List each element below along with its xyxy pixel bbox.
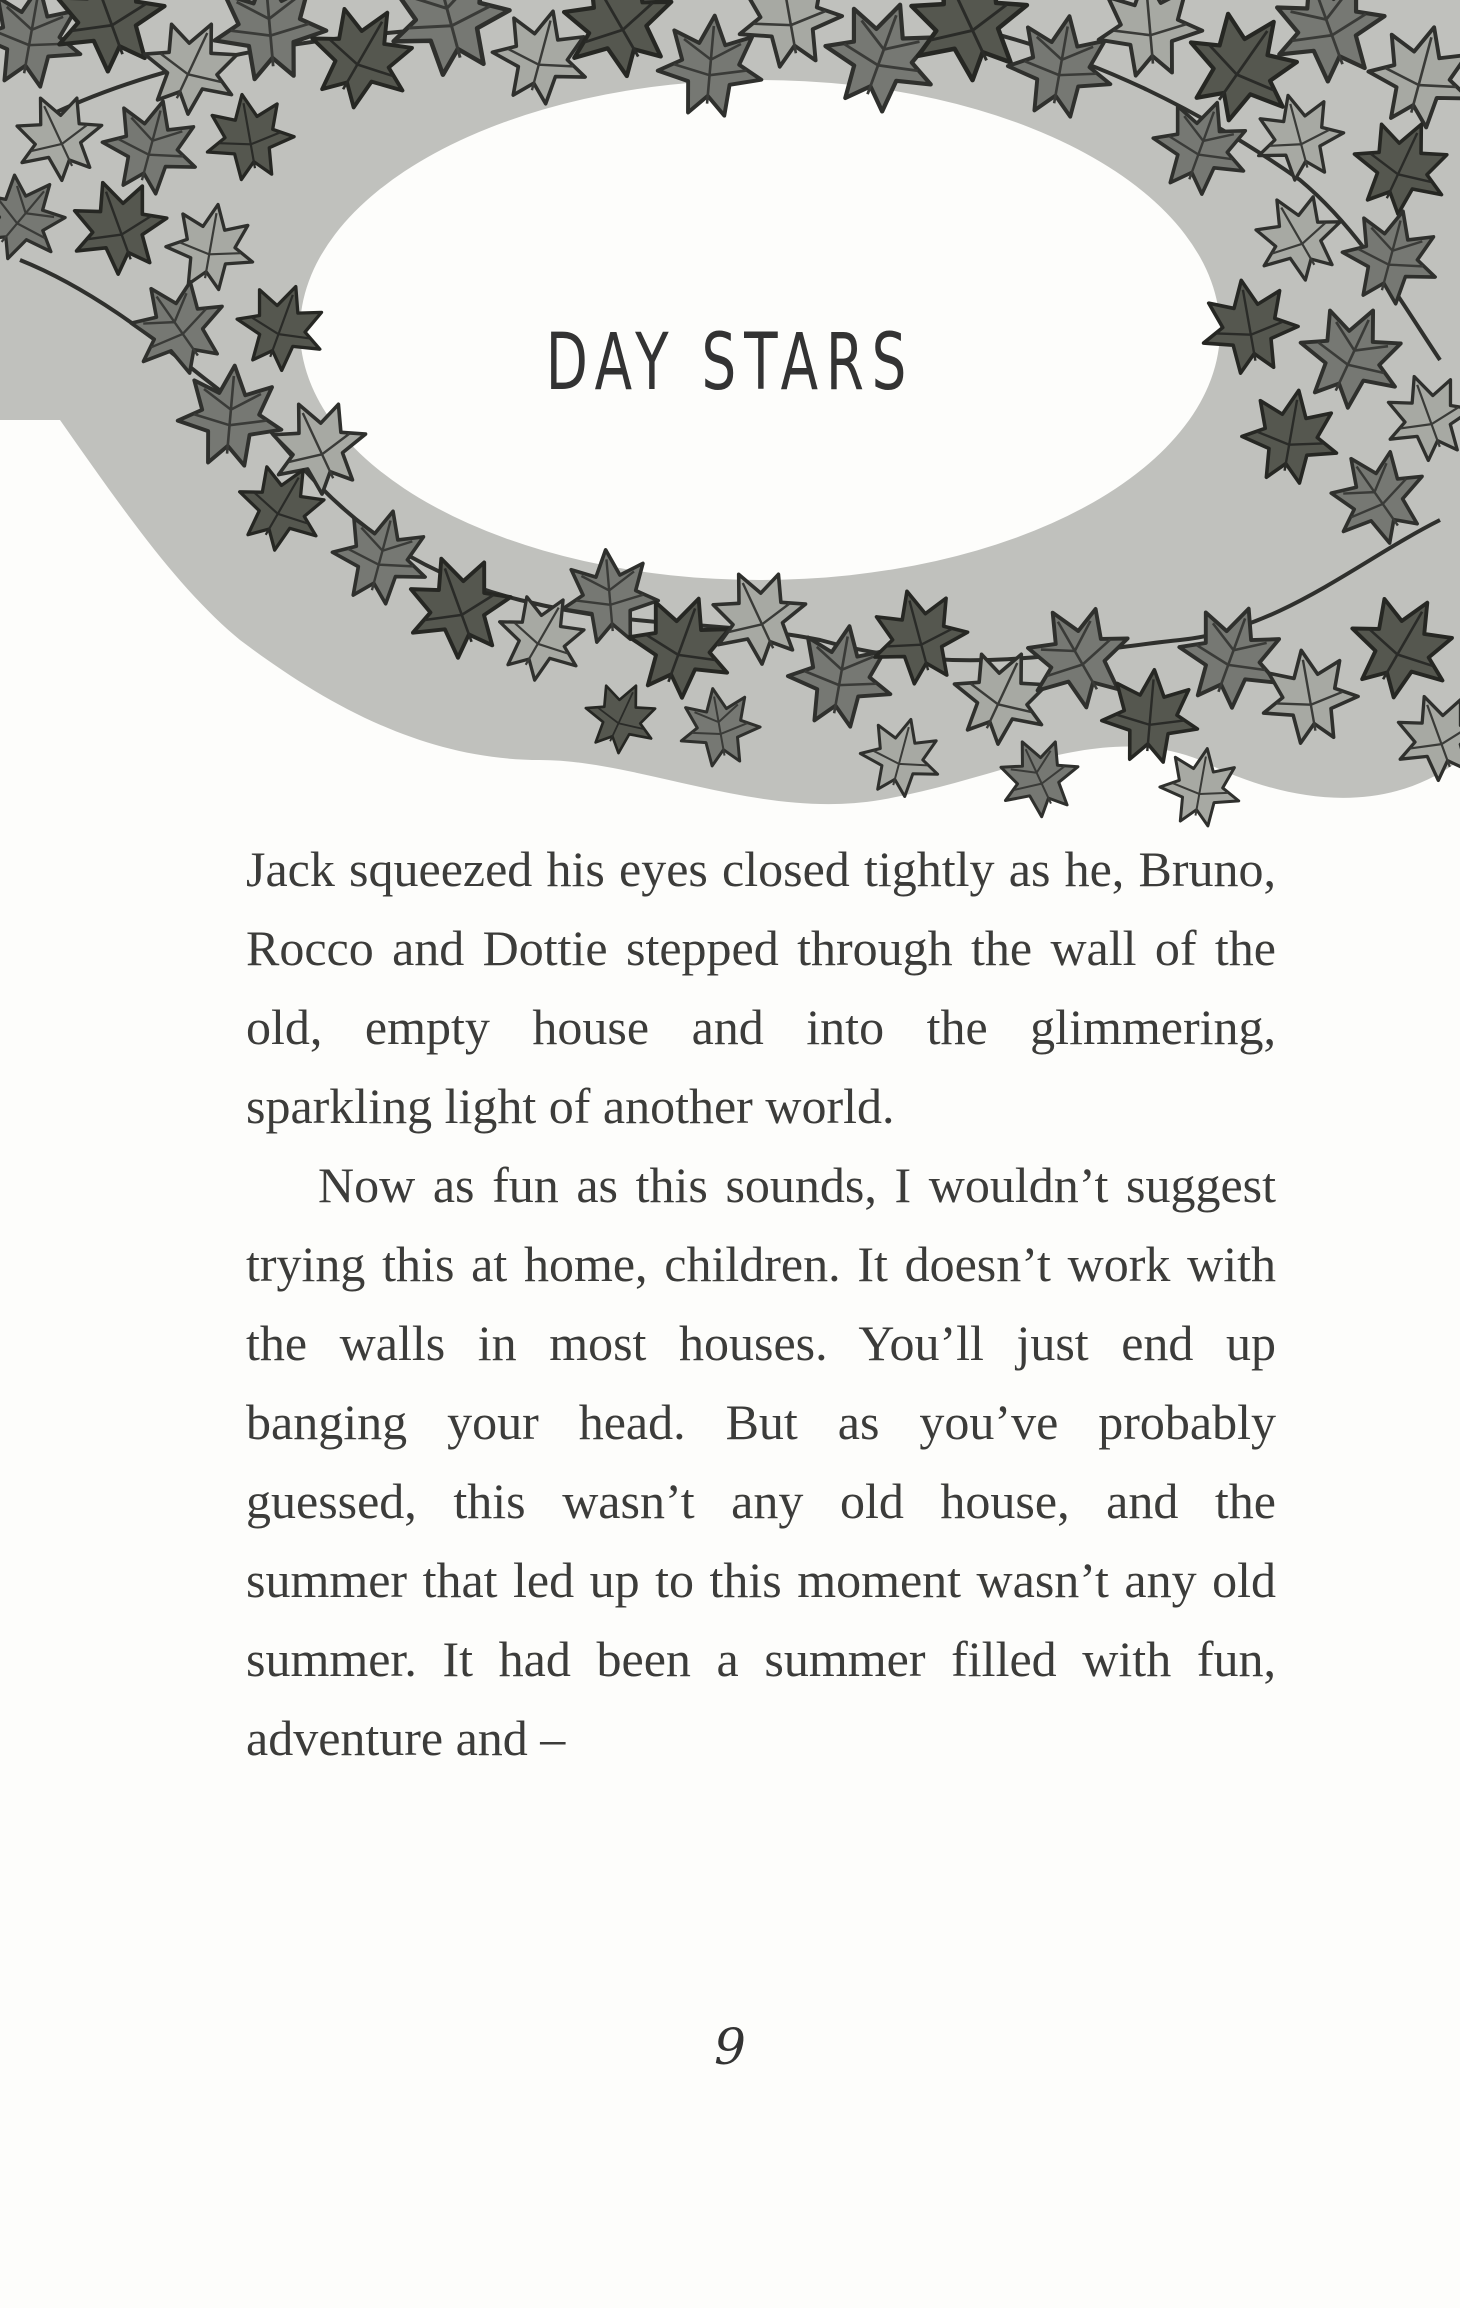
paragraph-2: Now as fun as this sounds, I wouldn’t suggest trying this at home, children. It doesn’t work with the walls in most houses. You’ll just end up banging your head. But as you’ve probably guessed, this wasn’t any old house, and the summer that led up to this moment wasn’t any old summer. It had been a summer filled with fun, adventure and –: [246, 1157, 1276, 1766]
paragraph-1: Jack squeezed his eyes closed tightly as he, Bruno, Rocco and Dottie stepped through the wall of the old, empty house and into the glimmering, sparkling light of another world.: [246, 841, 1276, 1134]
page-number: 9: [714, 2018, 746, 2076]
ivy-wreath-illustration: [0, 0, 1460, 880]
chapter-title: DAY STARS: [545, 318, 915, 408]
body-text: [246, 830, 1276, 1778]
